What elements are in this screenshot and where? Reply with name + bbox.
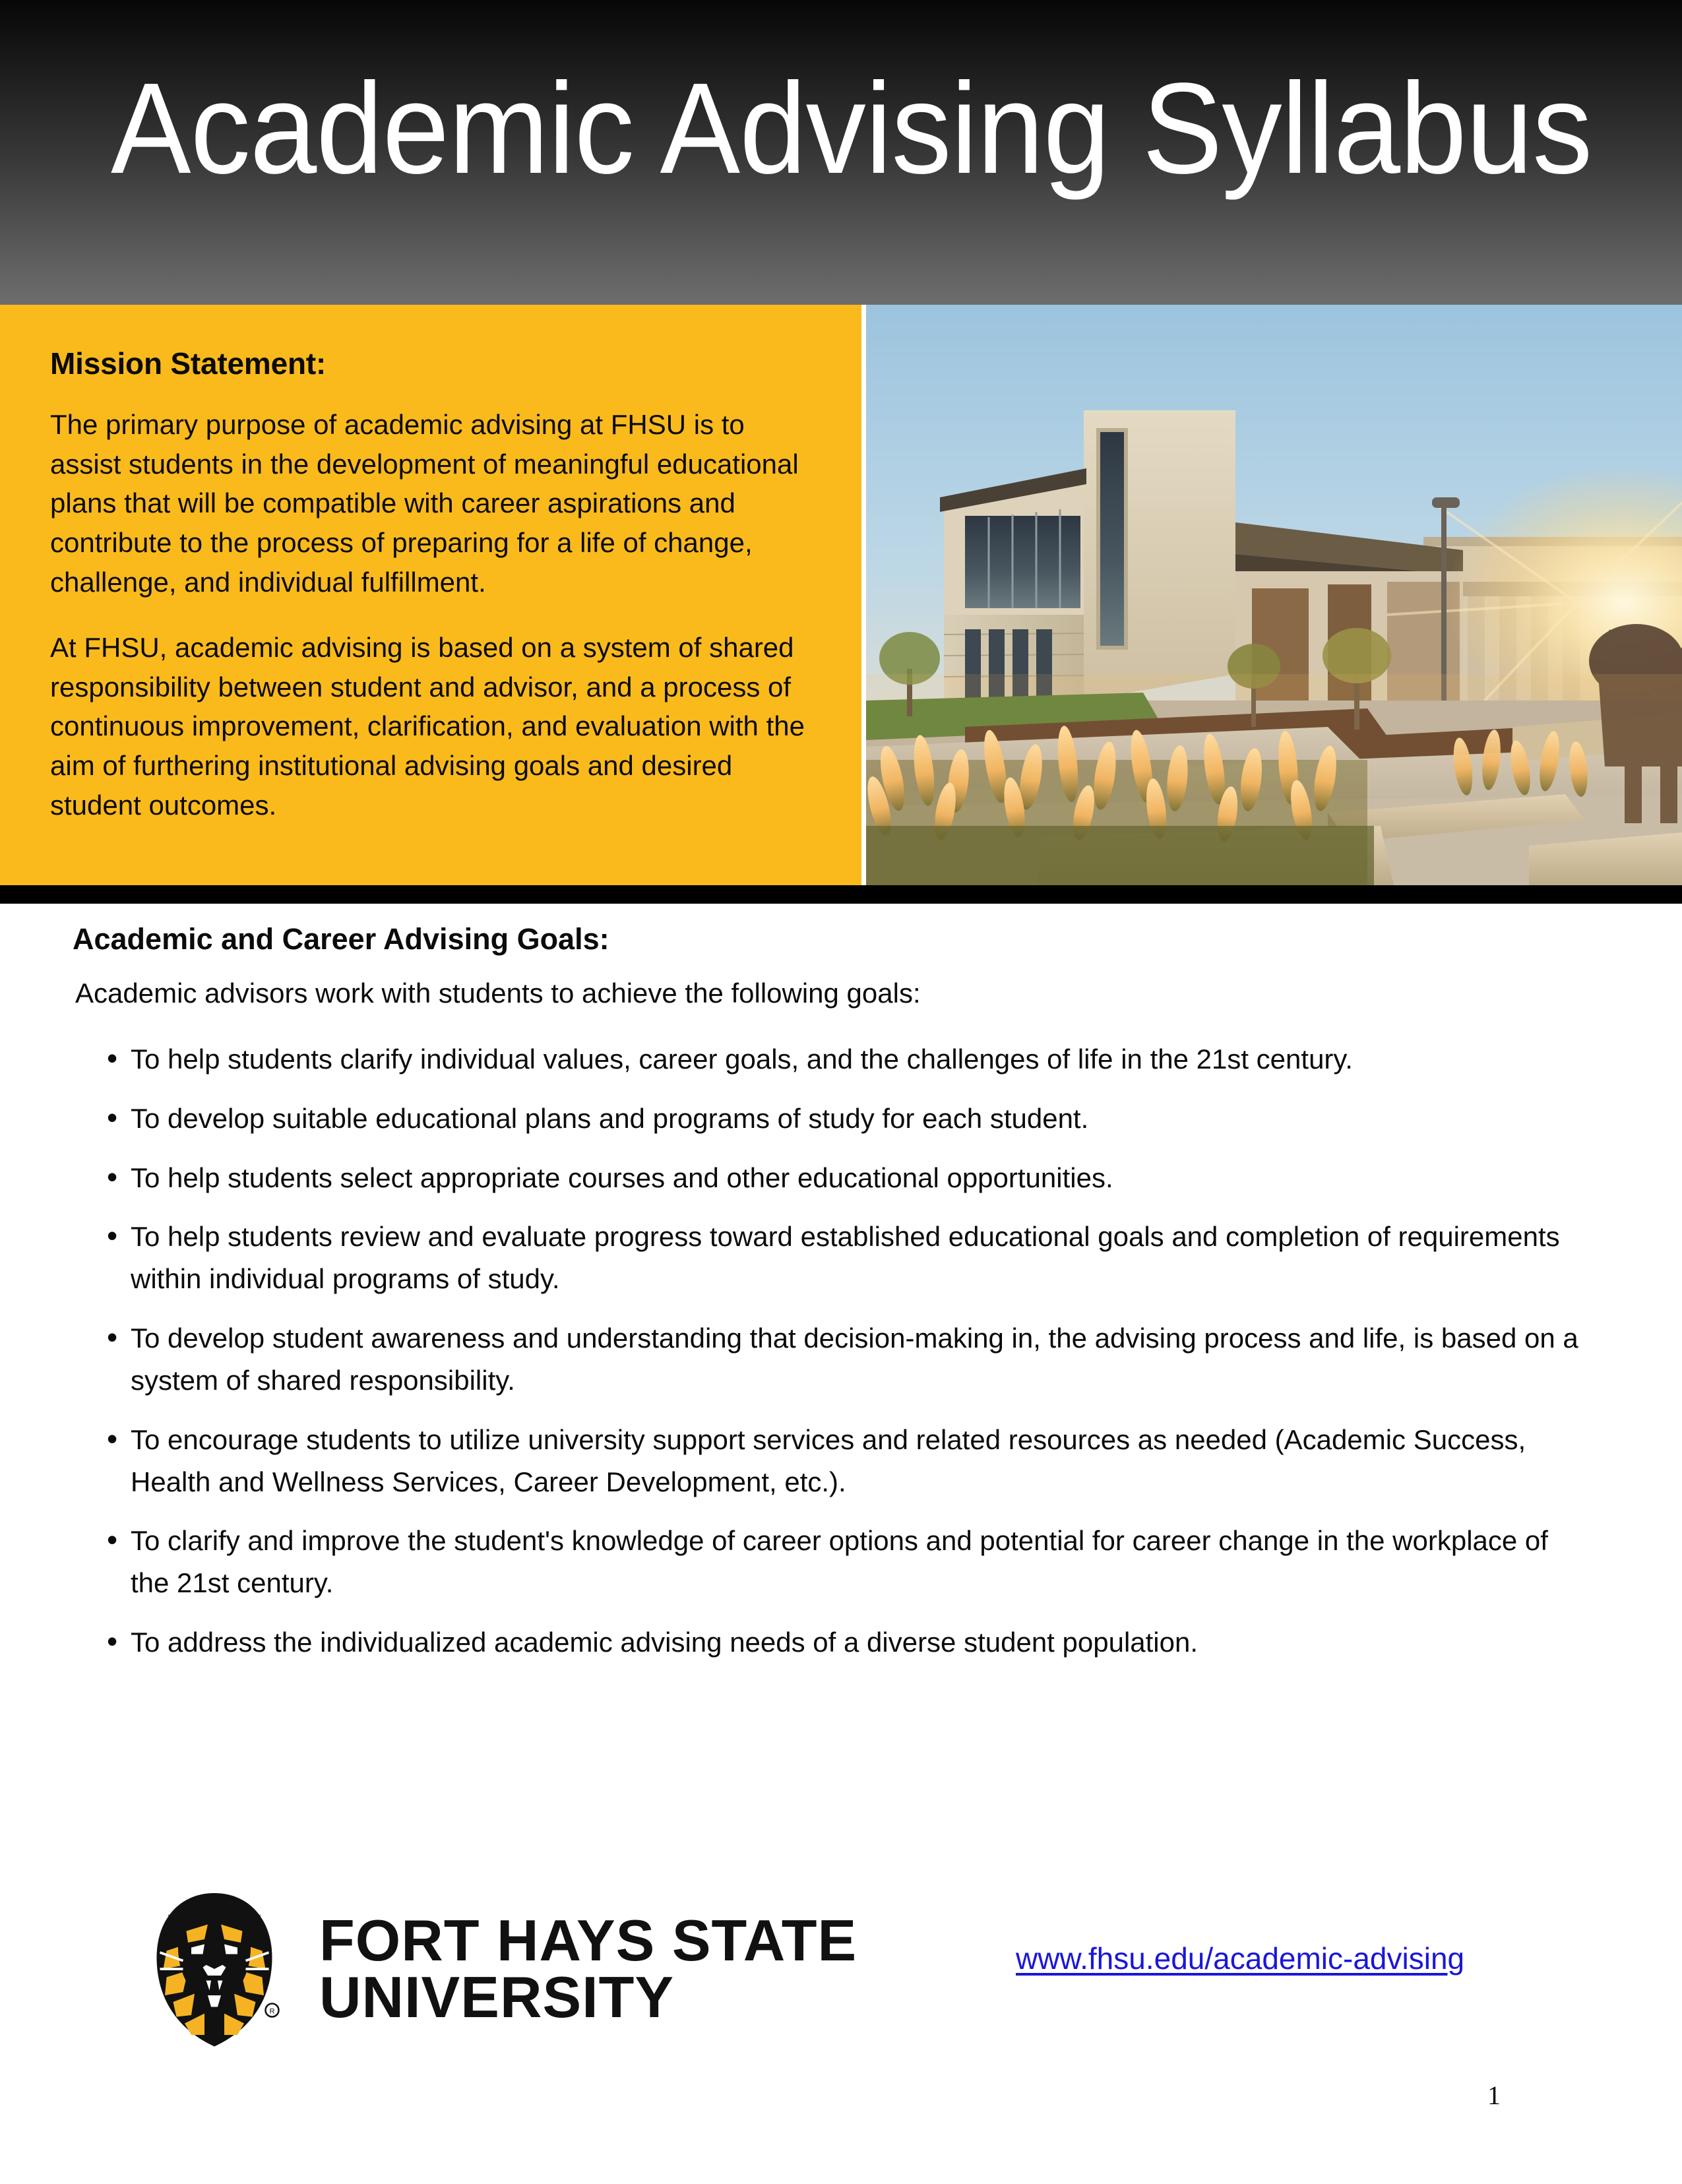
mission-paragraph-1: The primary purpose of academic advising at FHSU is to assist students in the development of meaningful educational plans that will be compatible with career aspirations and contribute to the process of preparing for a life of change, challenge, and individual fulfillment. (50, 409, 799, 598)
logo-line-1: FORT HAYS STATE (319, 1907, 857, 1973)
goals-intro-text: Academic advisors work with students to achieve the following goals: (75, 978, 921, 1009)
page-title: Academic Advising Syllabus (111, 56, 1592, 201)
fhsu-tiger-logo-icon (132, 1887, 297, 2051)
goals-heading: Academic and Career Advising Goals: (73, 922, 609, 956)
list-item: • To help students clarify individual values, career goals, and the challenges of life in the 21st century. (73, 1038, 1583, 1080)
list-item: • To help students review and evaluate progress toward established educational goals and completion of requirements within individual programs of study. (73, 1216, 1583, 1300)
goals-list (73, 1038, 1583, 1664)
mission-statement-panel (0, 305, 861, 885)
list-item: • To help students select appropriate courses and other educational opportunities. (73, 1157, 1583, 1199)
list-item: • To develop suitable educational plans and programs of study for each student. (73, 1098, 1583, 1140)
campus-building-photo (866, 305, 1682, 885)
header-banner (0, 0, 1682, 305)
mission-heading: Mission Statement: (50, 346, 327, 381)
mission-photo-band (0, 305, 1682, 885)
logo-line-2: UNIVERSITY (319, 1964, 675, 2030)
list-item: • To develop student awareness and understanding that decision-making in, the advising process and life, is based on a system of shared responsibility. (73, 1317, 1583, 1402)
svg-text:R: R (269, 2007, 275, 2016)
page-footer (0, 1880, 1682, 2098)
fhsu-logo (132, 1887, 857, 2051)
fhsu-logo-wordmark (319, 1907, 857, 2030)
goals-section (0, 922, 1682, 1681)
list-item: • To encourage students to utilize university support services and related resources as needed (Academic Success, Health and Wellness Services, Career Development, etc.). (73, 1419, 1583, 1503)
list-item: • To address the individualized academic advising needs of a diverse student population. (73, 1621, 1583, 1664)
mission-paragraph-2: At FHSU, academic advising is based on a system of shared responsibility between student and advisor, and a process of continuous improvement, clarification, and evaluation with the aim of furthering institutional advising goals and desired student outcomes. (50, 632, 805, 821)
list-item: • To clarify and improve the student's knowledge of career options and potential for career change in the workplace of the 21st century. (73, 1520, 1583, 1604)
page-number: 1 (1487, 2080, 1501, 2110)
section-divider-bar (0, 885, 1682, 904)
advising-website-link[interactable]: www.fhsu.edu/academic-advising (1016, 1941, 1465, 1976)
